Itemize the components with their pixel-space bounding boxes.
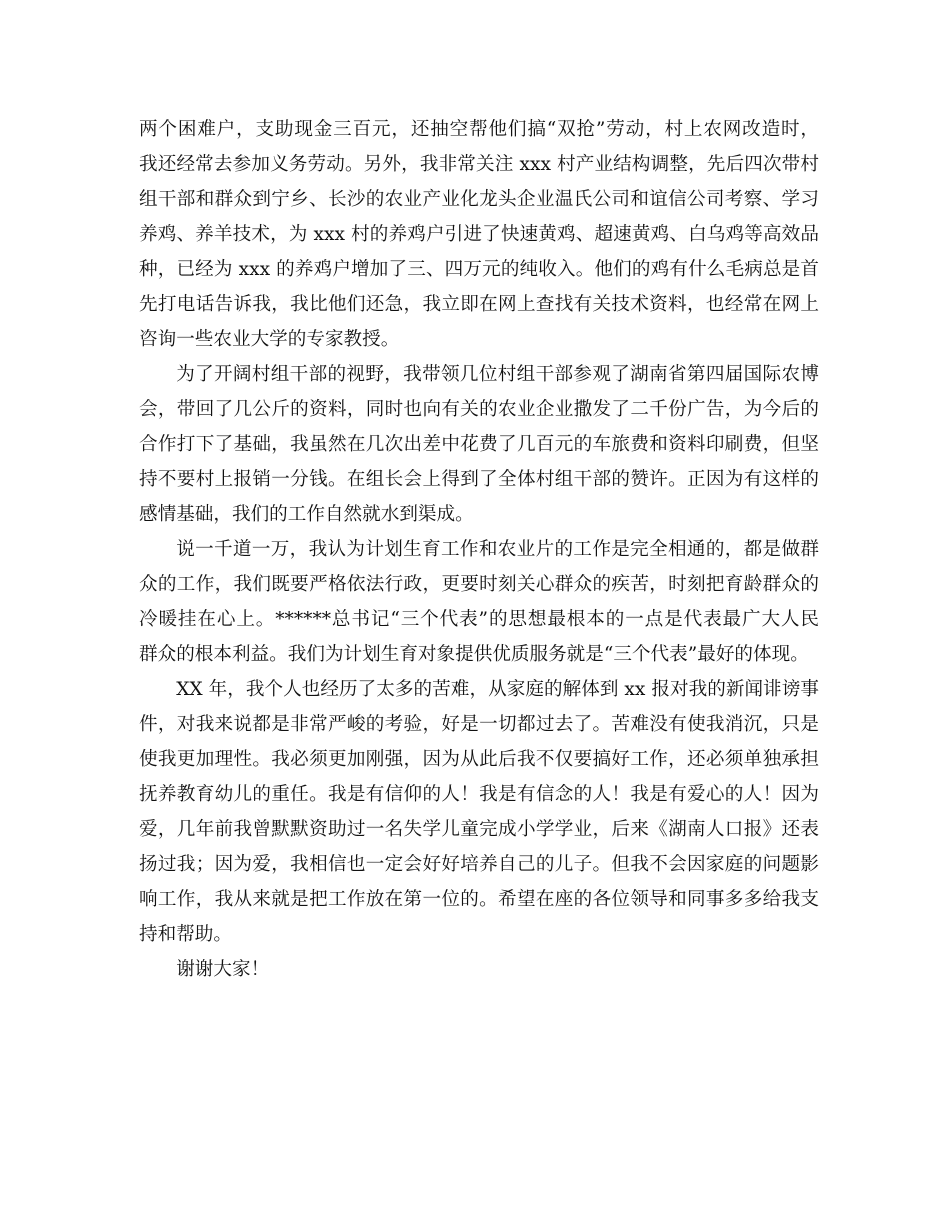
text-line: 爱，几年前我曾默默资助过一名失学儿童完成小学学业，后来《湖南人口报》还表 [139,819,819,840]
text-line: 会，带回了几公斤的资料，同时也向有关的农业企业撒发了二千份广告，为今后的 [139,399,819,420]
text-line: 使我更加理性。我必须更加刚强，因为从此后我不仅要搞好工作，还必须单独承担 [139,749,819,770]
text-line: 为了开阔村组干部的视野，我带领几位村组干部参观了湖南省第四届国际农博 [176,364,819,385]
text-line: 群众的根本利益。我们为计划生育对象提供优质服务就是“三个代表”最好的体现。 [139,644,809,665]
text-line: 响工作，我从来就是把工作放在第一位的。希望在座的各位领导和同事多多给我支 [139,889,819,910]
text-line: 咨询一些农业大学的专家教授。 [139,329,400,350]
text-line: 我还经常去参加义务劳动。另外，我非常关注 xxx 村产业结构调整，先后四次带村 [139,154,819,175]
text-line: 感情基础，我们的工作自然就水到渠成。 [139,504,474,525]
text-line: 先打电话告诉我，我比他们还急，我立即在网上查找有关技术资料，也经常在网上 [139,294,819,315]
text-line: 种，已经为 xxx 的养鸡户增加了三、四万元的纯收入。他们的鸡有什么毛病总是首 [139,259,819,280]
paragraph [139,672,819,952]
text-line: 两个困难户，支助现金三百元，还抽空帮他们搞“双抢”劳动，村上农网改造时， [139,119,819,140]
text-line: 说一千道一万，我认为计划生育工作和农业片的工作是完全相通的，都是做群 [176,539,819,560]
text-line: 合作打下了基础，我虽然在几次出差中花费了几百元的车旅费和资料印刷费，但坚 [139,434,819,455]
text-line: 众的工作，我们既要严格依法行政，更要时刻关心群众的疾苦，时刻把育龄群众的 [139,574,819,595]
paragraph [139,532,819,672]
text-line: XX 年，我个人也经历了太多的苦难，从家庭的解体到 xx 报对我的新闻诽谤事 [176,679,819,700]
text-line: 养鸡、养羊技术，为 xxx 村的养鸡户引进了快速黄鸡、超速黄鸡、白乌鸡等高效品 [139,224,819,245]
text-line: 持和帮助。 [139,924,232,945]
text-line: 冷暖挂在心上。******总书记“三个代表”的思想最根本的一点是代表最广大人民 [139,609,819,630]
text-line: 件，对我来说都是非常严峻的考验，好是一切都过去了。苦难没有使我消沉，只是 [139,714,819,735]
text-line: 谢谢大家！ [176,959,270,980]
document-body [139,112,819,987]
text-line: 抚养教育幼儿的重任。我是有信仰的人！我是有信念的人！我是有爱心的人！因为 [139,784,819,805]
text-line: 组干部和群众到宁乡、长沙的农业产业化龙头企业温氏公司和谊信公司考察、学习 [139,189,819,210]
text-line: 持不要村上报销一分钱。在组长会上得到了全体村组干部的赞许。正因为有这样的 [139,469,819,490]
paragraph [139,357,819,532]
paragraph [139,952,819,987]
paragraph [139,112,819,357]
text-line: 扬过我；因为爱，我相信也一定会好好培养自己的儿子。但我不会因家庭的问题影 [139,854,819,875]
